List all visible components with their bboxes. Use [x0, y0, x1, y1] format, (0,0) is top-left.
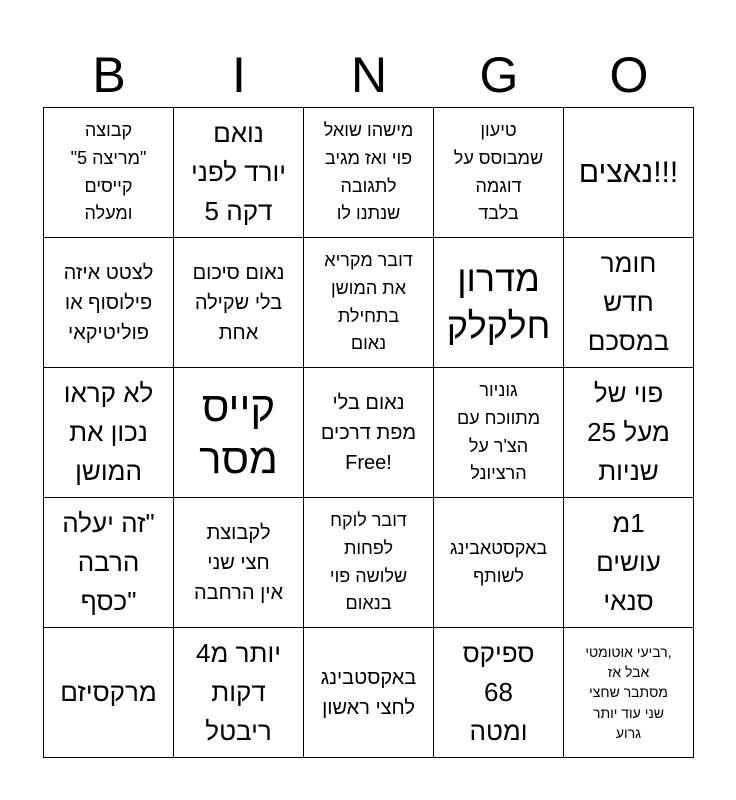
bingo-cell[interactable] — [564, 108, 694, 238]
cell-text: טיעון שמבוסס על דוגמה בלבד — [453, 119, 544, 224]
bingo-cell[interactable] — [434, 108, 564, 238]
bingo-cell[interactable] — [564, 498, 694, 628]
bingo-cell[interactable] — [304, 628, 434, 758]
bingo-cell[interactable] — [44, 498, 174, 628]
header-letter-b: B — [92, 47, 126, 103]
bingo-cell[interactable] — [44, 628, 174, 758]
cell-text: 1מ עושים סנאי — [596, 508, 661, 616]
bingo-cell[interactable] — [174, 238, 304, 368]
header-letter-o: O — [609, 47, 649, 103]
cell-text: באקסטבינג לחצי ראשון — [320, 666, 417, 719]
cell-text: יותר מ4 דקות ריבטל — [196, 638, 281, 746]
cell-text: לא קראו נכון את המושן — [63, 378, 154, 486]
cell-text: "זה יעלה הרבה "כסף — [62, 508, 155, 616]
bingo-grid — [43, 107, 694, 758]
bingo-cell[interactable] — [434, 498, 564, 628]
cell-text: גוניור מתווכח עם הצ'ר על הרציונל — [456, 379, 541, 484]
cell-text: לקבוצת חצי שני אין הרחבה — [193, 521, 284, 604]
cell-text: נאום בלי מפת דרכים !Free — [320, 391, 417, 474]
bingo-cell[interactable] — [304, 108, 434, 238]
bingo-cell[interactable] — [564, 368, 694, 498]
header-letter-g: G — [479, 47, 519, 103]
bingo-cell[interactable] — [304, 368, 434, 498]
bingo-cell[interactable] — [434, 628, 564, 758]
cell-text: קבוצה "מריצה 5" קייסים ומעלה — [70, 119, 147, 224]
bingo-cell[interactable] — [44, 108, 174, 238]
bingo-cell[interactable] — [174, 368, 304, 498]
header-letter-i: I — [232, 47, 246, 103]
cell-text: ,רביעי אוטומטי אבל אז מסתבר שחצי שני עוד יותר גרוע — [585, 643, 672, 741]
cell-text: מדרון חלקלק — [446, 257, 551, 346]
cell-text: !!!נאצים — [578, 156, 679, 189]
bingo-cell[interactable] — [564, 628, 694, 758]
cell-text: חומר חדש במסכם — [587, 248, 670, 356]
bingo-cell[interactable] — [174, 108, 304, 238]
bingo-cell[interactable] — [174, 498, 304, 628]
bingo-header — [44, 44, 694, 106]
bingo-cell[interactable] — [434, 368, 564, 498]
bingo-cell[interactable] — [304, 498, 434, 628]
cell-text: נאום סיכום בלי שקילה אחת — [192, 261, 285, 344]
cell-text: פוי של מעל 25 שניות — [587, 378, 670, 486]
cell-text: ספיקס 68 ומטה — [462, 638, 535, 746]
cell-text: באקסטאבינג לשותף — [449, 537, 548, 586]
bingo-cell[interactable] — [44, 368, 174, 498]
bingo-cell[interactable] — [174, 628, 304, 758]
cell-text: דובר לוקח לפחות שלושה פוי בנאום — [329, 509, 408, 614]
cell-text: קייס מסר — [199, 383, 278, 482]
bingo-cell[interactable] — [304, 238, 434, 368]
bingo-cell[interactable] — [44, 238, 174, 368]
cell-text: דובר מקריא את המושן בתחילת נאום — [324, 249, 413, 354]
bingo-cell[interactable] — [434, 238, 564, 368]
cell-text: נואם יורד לפני דקה 5 — [191, 118, 287, 226]
bingo-cell[interactable] — [564, 238, 694, 368]
cell-text: לצטט איזה פילוסוף או פוליטיקאי — [63, 261, 154, 344]
cell-text: מרקסיזם — [60, 677, 157, 707]
header-letter-n: N — [350, 47, 388, 103]
cell-text: מישהו שואל פוי ואז מגיב לתגובה שנתנו לו — [323, 119, 414, 224]
